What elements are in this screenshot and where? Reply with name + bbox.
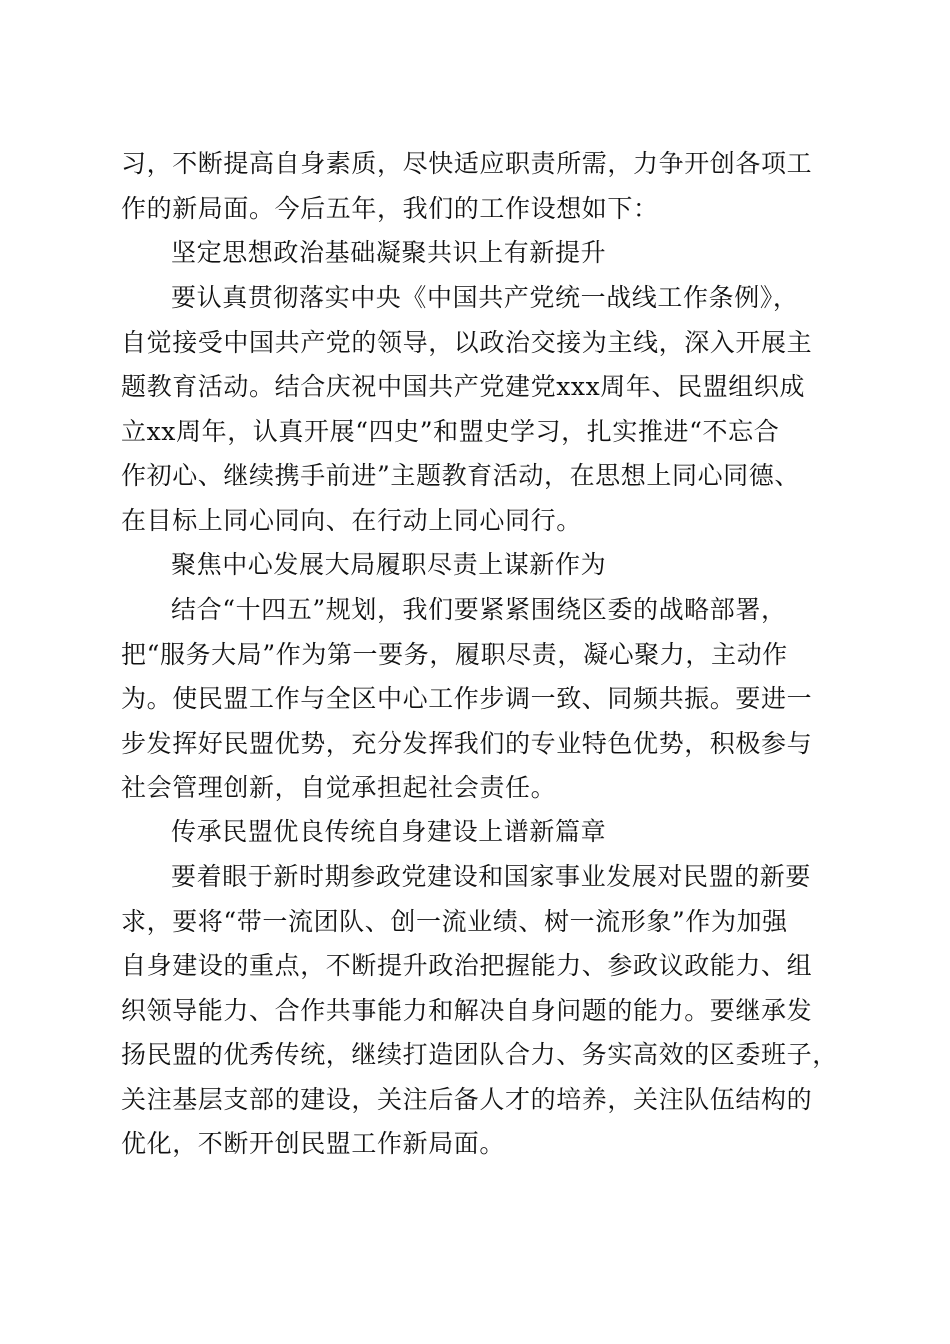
intro-paragraph: [121, 142, 831, 231]
paragraph-line: 求，要将“带一流团队、创一流业绩、树一流形象”作为加强: [121, 906, 788, 936]
section-heading-text: 聚焦中心发展大局履职尽责上谋新作为: [171, 550, 607, 579]
paragraph-line: 要认真贯彻落实中央《中国共产党统一战线工作条例》，: [171, 283, 799, 312]
paragraph-line: 自身建设的重点，不断提升政治把握能力、参政议政能力、组: [121, 951, 813, 980]
section-body-2: [121, 588, 831, 811]
paragraph-line: 自觉接受中国共产党的领导，以政治交接为主线，深入开展主: [121, 327, 813, 357]
paragraph-line: 作初心、继续携手前进”主题教育活动，在思想上同心同德、: [121, 461, 800, 490]
paragraph-line: 织领导能力、合作共事能力和解决自身问题的能力。要继承发: [121, 995, 813, 1025]
paragraph-line: 题教育活动。结合庆祝中国共产党建党xxx周年、民盟组织成: [121, 372, 806, 401]
paragraph-line: 习，不断提高自身素质，尽快适应职责所需，力争开创各项工: [121, 149, 813, 178]
section-heading-text: 坚定思想政治基础凝聚共识上有新提升: [171, 238, 607, 267]
paragraph-line: 在目标上同心同向、在行动上同心同行。: [121, 505, 582, 535]
paragraph-line: 立xx周年，认真开展“四史”和盟史学习，扎实推进“不忘合: [121, 416, 780, 446]
paragraph-line: 要着眼于新时期参政党建设和国家事业发展对民盟的新要: [171, 862, 812, 891]
paragraph-line: 优化，不断开创民盟工作新局面。: [121, 1129, 506, 1158]
section-body-1: [121, 276, 831, 543]
paragraph-line: 结合“十四五”规划，我们要紧紧围绕区委的战略部署，: [171, 595, 787, 624]
section-heading-3: [121, 810, 831, 855]
paragraph-line: 扬民盟的优秀传统，继续打造团队合力、务实高效的区委班子，: [121, 1040, 838, 1069]
paragraph-line: 社会管理创新，自觉承担起社会责任。: [121, 773, 557, 802]
section-body-3: [121, 855, 838, 1167]
paragraph-line: 步发挥好民盟优势，充分发挥我们的专业特色优势，积极参与: [121, 728, 813, 758]
section-heading-1: [121, 231, 831, 276]
paragraph-line: 作的新局面。今后五年，我们的工作设想如下：: [121, 193, 659, 223]
section-heading-2: [121, 543, 831, 588]
paragraph-line: 为。使民盟工作与全区中心工作步调一致、同频共振。要进一: [121, 684, 813, 713]
paragraph-line: 关注基层支部的建设，关注后备人才的培养，关注队伍结构的: [121, 1084, 813, 1114]
section-heading-text: 传承民盟优良传统自身建设上谱新篇章: [171, 817, 607, 846]
paragraph-line: 把“服务大局”作为第一要务，履职尽责，凝心聚力，主动作: [121, 639, 788, 669]
